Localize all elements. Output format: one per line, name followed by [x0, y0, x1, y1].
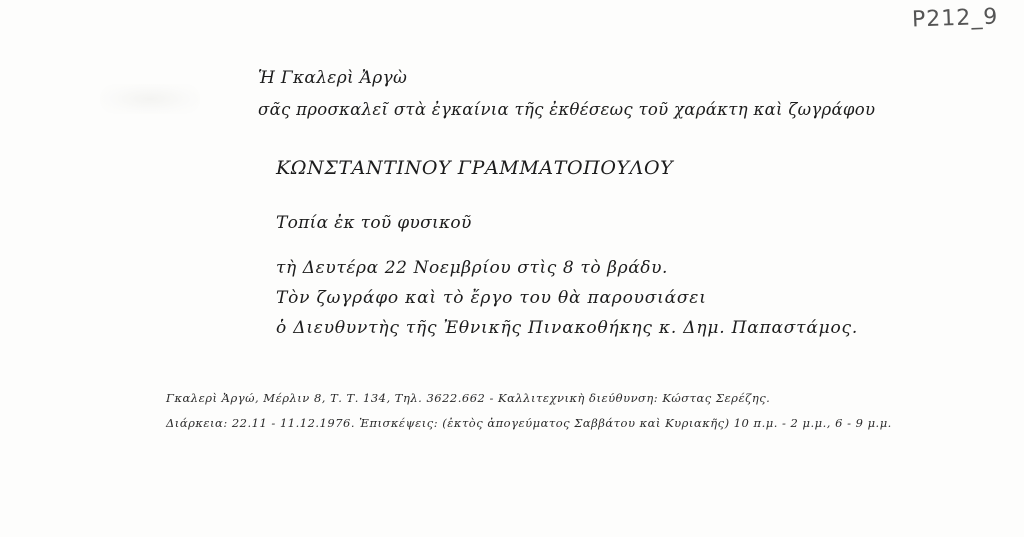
- gallery-host: Ἡ Γκαλερὶ Ἀργὼ: [258, 68, 408, 88]
- exhibition-title: Τοπία ἐκ τοῦ φυσικοῦ: [276, 213, 472, 233]
- footer-duration: Διάρκεια: 22.11 - 11.12.1976. Ἐπισκέψεις: (ἐκτὸς ἀπογεύματος Σαββάτου καὶ Κυριακῆς) 10 π.μ. - 2 μ.μ., 6 - 9 μ.μ.: [166, 416, 892, 430]
- embossed-mark: [100, 84, 200, 114]
- artist-name: ΚΩΝΣΤΑΝΤΙΝΟΥ ΓΡΑΜΜΑΤΟΠΟΥΛΟΥ: [276, 157, 674, 179]
- archive-mark: P212_9: [911, 4, 999, 33]
- presentation-line-1: Τὸν ζωγράφο καὶ τὸ ἔργο του θὰ παρουσιάσει: [276, 288, 707, 308]
- invitation-text: σᾶς προσκαλεῖ στὰ ἐγκαίνια τῆς ἐκθέσεως τοῦ χαράκτη καὶ ζωγράφου: [258, 100, 876, 119]
- footer-address: Γκαλερὶ Ἀργώ, Μέρλιν 8, Τ. Τ. 134, Τηλ. 3622.662 - Καλλιτεχνικὴ διεύθυνση: Κώστας Σερέζης.: [166, 391, 771, 405]
- opening-date: τὴ Δευτέρα 22 Νοεμβρίου στὶς 8 τὸ βράδυ.: [276, 258, 669, 278]
- presentation-line-2: ὁ Διευθυντὴς τῆς Ἐθνικῆς Πινακοθήκης κ. Δημ. Παπαστάμος.: [276, 318, 859, 338]
